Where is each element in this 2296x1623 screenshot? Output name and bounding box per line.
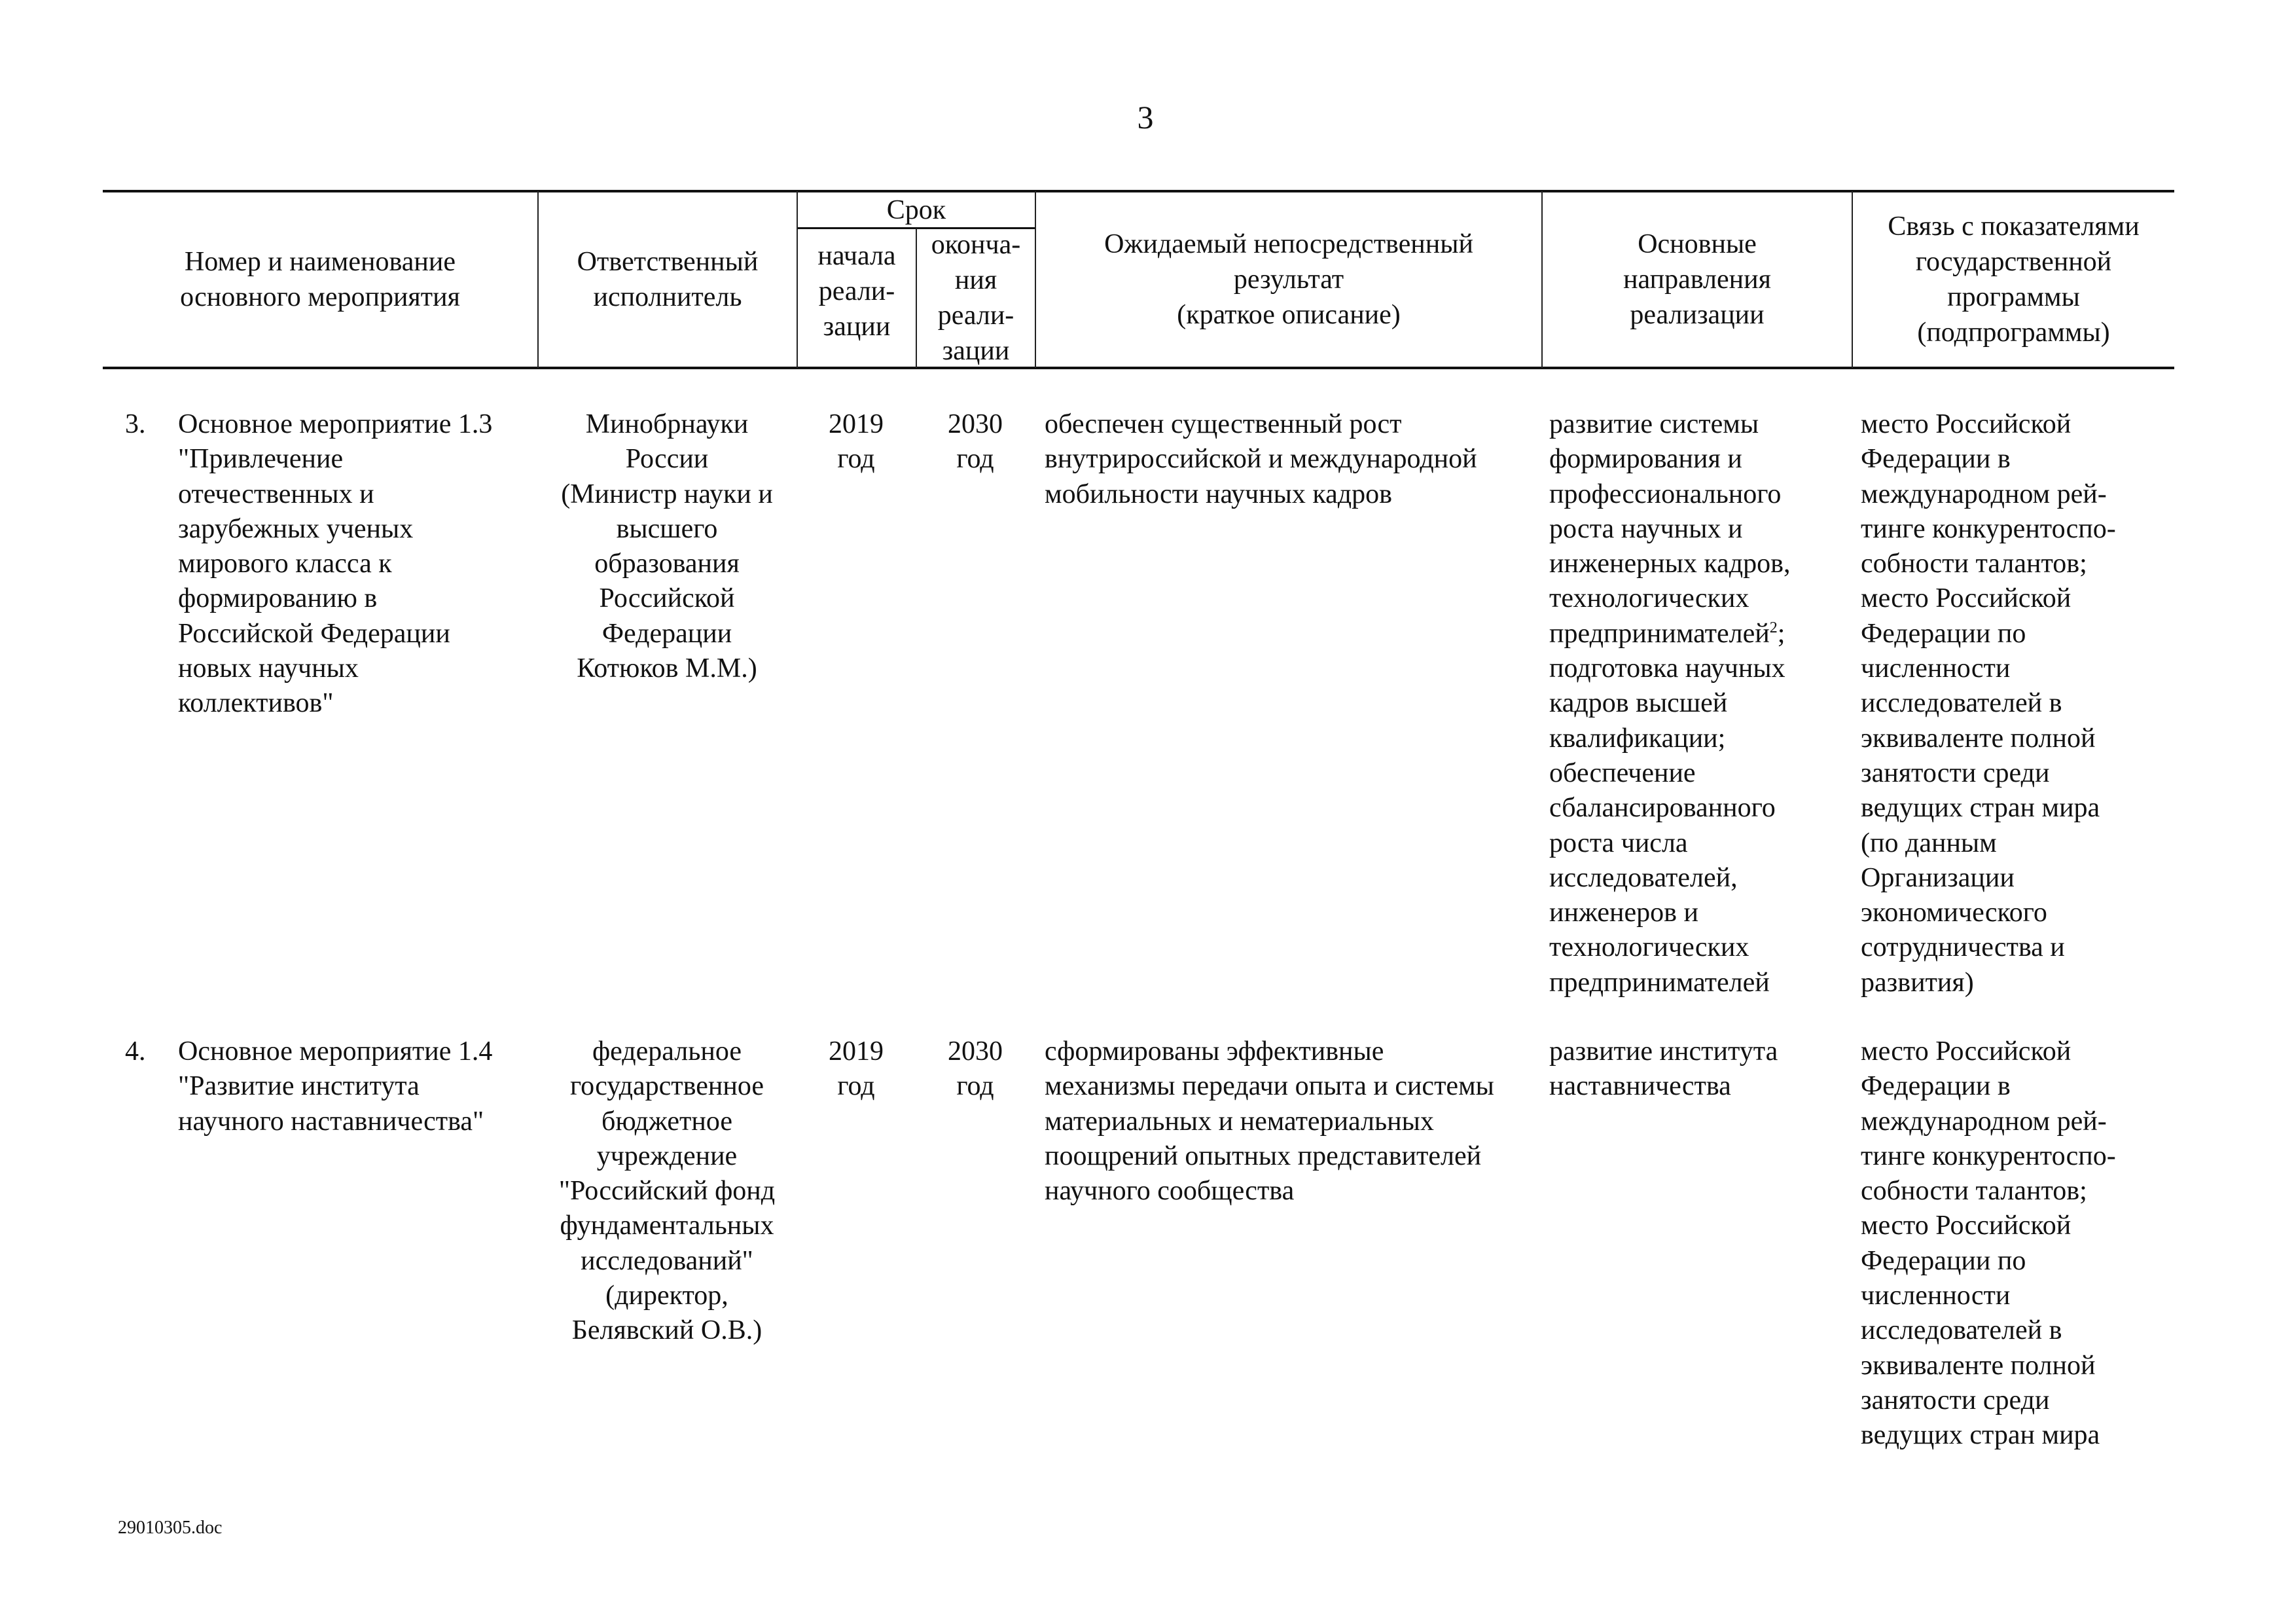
row-number: 4. [125,1036,146,1067]
header-name: Номер и наименование основного мероприятия [180,247,460,312]
row-end: 2030 год [948,1036,1003,1102]
header-directions: Основные направления реализации [1623,229,1771,330]
row-result: сформированы эффективные механизмы передачи опыта и системы материальных и нематериальных поощрений опытных представителей научного сообщества [1045,1036,1494,1207]
row-end: 2030 год [948,409,1003,475]
row-name: Основное мероприятие 1.4 "Развитие института научного наставничества" [178,1036,493,1137]
row-start: 2019 год [829,1036,884,1102]
row-result: обеспечен существенный рост внутрироссийской и международной мобильности научных кадров [1045,409,1477,509]
row-number: 3. [125,409,146,439]
row-directions [1549,407,1857,1000]
row-name: Основное мероприятие 1.3 "Привлечение отечественных и зарубежных ученых мирового класса к формированию в Российской Федерации новых научных коллективов" [178,409,493,719]
footer-filename: 29010305.doc [118,1518,223,1538]
header-bottom-rule [103,367,2174,369]
header-result: Ожидаемый непосредственный результат (краткое описание) [1104,229,1473,330]
row-directions: развитие института наставничества [1549,1036,1778,1102]
header-start: начала реали- зации [817,241,896,342]
directions-text: развитие системы формирования и профессионального роста научных и инженерных кадров, технологических предпринимателей [1549,409,1791,649]
row-link: место Российской Федерации в международном рей- тинге конкурентоспо- собности талантов; место Российской Федерации по численности исследователей в эквиваленте полной занятости среди ведущих стран мира (по данным Организации экономического сотрудничества и развития) [1861,409,2116,998]
header-executor: Ответственный исполнитель [577,247,759,312]
header-link: Связь с показателями государственной программы (подпрограммы) [1888,211,2140,348]
page-number: 3 [1137,99,1154,136]
footnote-ref: 2 [1769,619,1778,636]
directions-text: ; подготовка научных кадров высшей квалификации; обеспечение сбалансированного роста числа исследователей, инженеров и технологических предпринимателей [1549,618,1785,998]
header-term: Срок [886,194,946,225]
row-executor: федеральное государственное бюджетное учреждение "Российский фонд фундаментальных исследований" (директор, Белявский О.В.) [558,1036,776,1346]
header-end: оконча- ния реали- зации [931,230,1021,366]
row-executor: Минобрнауки России (Министр науки и высшего образования Российской Федерации Котюков М.М.) [561,409,773,684]
row-start: 2019 год [829,409,884,475]
row-link: место Российской Федерации в международном рей- тинге конкурентоспо- собности талантов; место Российской Федерации по численности исследователей в эквиваленте полной занятости среди ведущих стран мира [1861,1036,2116,1451]
